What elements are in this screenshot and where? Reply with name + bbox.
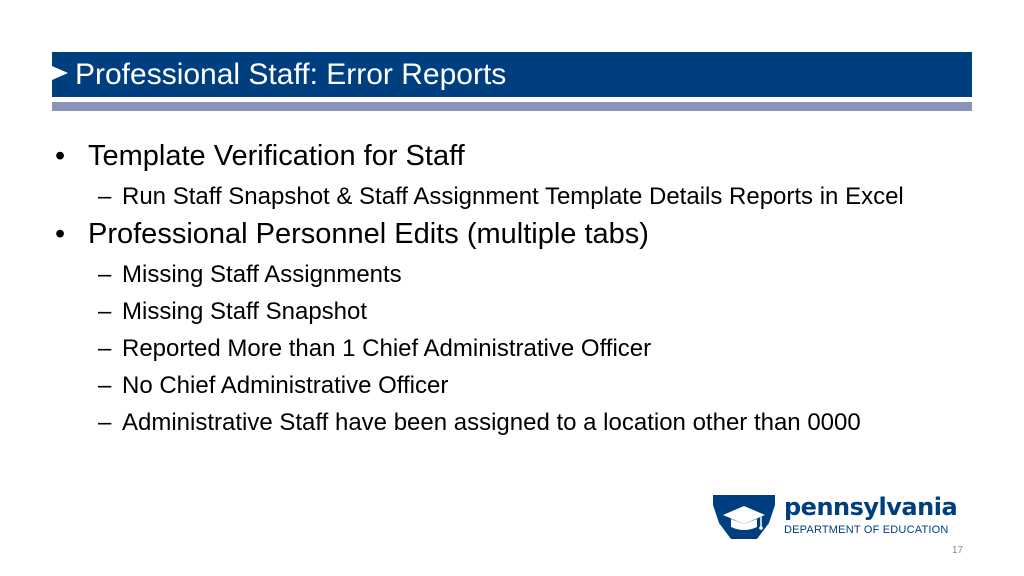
sub-bullet-text: Reported More than 1 Chief Administrative Officer (122, 335, 652, 362)
sub-bullet-item (55, 371, 970, 401)
bullet-dash-icon: – (98, 409, 112, 436)
sub-bullet-item (55, 408, 970, 438)
logo-department: DEPARTMENT OF EDUCATION (784, 524, 949, 536)
bullet-dot-icon: • (55, 218, 66, 250)
bullet-dot-icon: • (55, 140, 66, 172)
title-arrow-icon (52, 66, 68, 80)
bullet-text: Professional Personnel Edits (multiple tabs) (88, 218, 649, 250)
page-number: 17 (952, 545, 964, 556)
bullet-text: Template Verification for Staff (88, 140, 465, 172)
keystone-mortarboard-icon (711, 493, 777, 541)
sub-bullet-item (55, 334, 970, 364)
bullet-dash-icon: – (98, 372, 112, 399)
bullet-dash-icon: – (98, 183, 112, 210)
title-underline (52, 102, 972, 111)
sub-bullet-text: Missing Staff Assignments (122, 261, 402, 288)
sub-bullet-text: Missing Staff Snapshot (122, 298, 368, 325)
bullet-dash-icon: – (98, 298, 112, 325)
sub-bullet-item (55, 260, 970, 290)
sub-bullet-text: No Chief Administrative Officer (122, 372, 449, 399)
bullet-dash-icon: – (98, 261, 112, 288)
slide-content (55, 134, 970, 438)
bullet-dash-icon: – (98, 335, 112, 362)
pennsylvania-logo (711, 493, 973, 541)
slide-title: Professional Staff: Error Reports (75, 58, 507, 91)
sub-bullet-text: Run Staff Snapshot & Staff Assignment Template Details Reports in Excel (122, 183, 904, 210)
logo-name: pennsylvania (784, 493, 958, 521)
bullet-item (55, 137, 970, 175)
sub-bullet-item (55, 297, 970, 327)
sub-bullet-text: Administrative Staff have been assigned to a location other than 0000 (122, 409, 861, 436)
title-bar (52, 52, 972, 97)
sub-bullet-item (55, 182, 970, 212)
bullet-item (55, 215, 970, 253)
